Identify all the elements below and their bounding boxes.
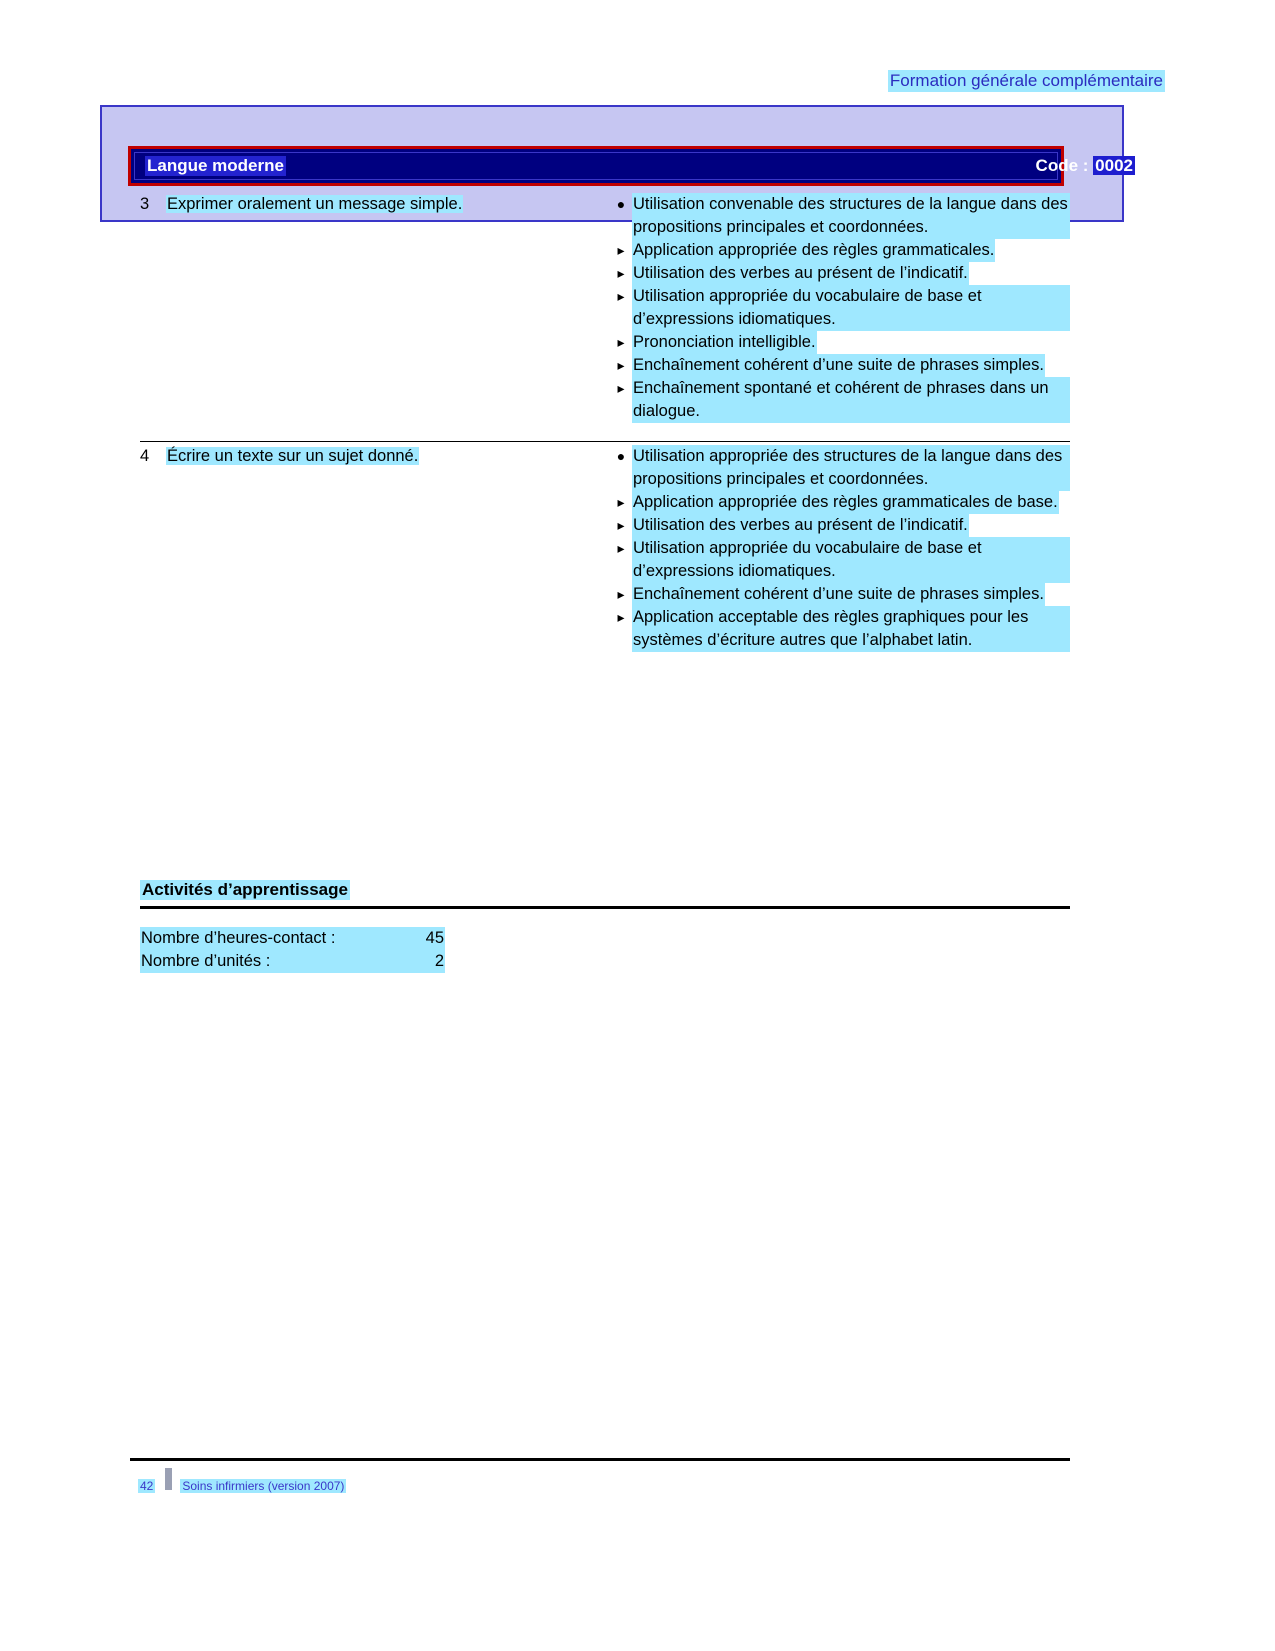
- criterion-text: Utilisation convenable des structures de la langue dans des propositions principales et coordonnées.: [632, 193, 1070, 239]
- list-item: [140, 927, 445, 950]
- bullet-icon: ▸: [617, 517, 625, 533]
- bullet-icon: ▸: [617, 265, 625, 281]
- bullet-icon: ▸: [617, 540, 625, 556]
- bullet-icon: ▸: [617, 494, 625, 510]
- bullet-icon: ●: [616, 196, 626, 212]
- criterion-text: Application appropriée des règles grammaticales.: [632, 239, 995, 262]
- bullet-icon: ▸: [617, 586, 625, 602]
- list-item: [610, 445, 1070, 491]
- list-item: [610, 262, 1070, 285]
- list-item: [610, 354, 1070, 377]
- page-header-note: Formation générale complémentaire: [889, 71, 1163, 90]
- competency-number: 3: [140, 195, 150, 213]
- criterion-text: Utilisation appropriée du vocabulaire de base et d’expressions idiomatiques.: [632, 537, 1070, 583]
- table-row: [140, 190, 1070, 423]
- list-item: [610, 514, 1070, 537]
- list-item: [610, 331, 1070, 354]
- competency-text: Écrire un texte sur un sujet donné.: [167, 447, 419, 465]
- competency-statement-cell: [140, 445, 610, 468]
- bullet-icon: ▸: [617, 380, 625, 396]
- list-item: [610, 606, 1070, 652]
- section-divider: [140, 906, 1070, 909]
- criterion-text: Enchaînement cohérent d’une suite de phrases simples.: [632, 354, 1045, 377]
- list-item: [610, 583, 1070, 606]
- course-code-value: 0002: [1095, 156, 1133, 175]
- bullet-icon: ▸: [617, 242, 625, 258]
- competency-criteria-cell: [610, 445, 1070, 652]
- competency-table: [140, 190, 1070, 652]
- criterion-text: Utilisation appropriée du vocabulaire de base et d’expressions idiomatiques.: [632, 285, 1070, 331]
- bullet-icon: ●: [616, 448, 626, 464]
- activity-label: Nombre d’unités :: [140, 950, 393, 973]
- activities-list: [140, 927, 1070, 973]
- course-code-label: Code :: [1035, 156, 1089, 175]
- list-item: [610, 537, 1070, 583]
- footer-text: Soins infirmiers (version 2007): [182, 1479, 345, 1493]
- course-code: [1036, 156, 1135, 176]
- competency-criteria-cell: [610, 193, 1070, 423]
- page-number: 42: [140, 1479, 154, 1493]
- course-title: Langue moderne: [147, 156, 284, 175]
- list-item: [610, 239, 1070, 262]
- criterion-text: Application appropriée des règles grammaticales de base.: [632, 491, 1059, 514]
- bullet-icon: ▸: [617, 609, 625, 625]
- criterion-text: Enchaînement cohérent d’une suite de phrases simples.: [632, 583, 1045, 606]
- list-item: [610, 491, 1070, 514]
- competency-number: 4: [140, 447, 150, 465]
- criterion-text: Application acceptable des règles graphiques pour les systèmes d’écriture autres que l’alphabet latin.: [632, 606, 1070, 652]
- list-item: [610, 285, 1070, 331]
- competency-statement-cell: [140, 193, 610, 216]
- criterion-text: Utilisation appropriée des structures de la langue dans des propositions principales et coordonnées.: [632, 445, 1070, 491]
- criterion-text: Utilisation des verbes au présent de l’indicatif.: [632, 262, 969, 285]
- section-heading: Activités d’apprentissage: [142, 880, 348, 899]
- footer-mark-icon: [165, 1468, 172, 1490]
- bullet-icon: ▸: [617, 357, 625, 373]
- criterion-text: Prononciation intelligible.: [632, 331, 817, 354]
- criterion-text: Enchaînement spontané et cohérent de phrases dans un dialogue.: [632, 377, 1070, 423]
- bullet-icon: ▸: [617, 288, 625, 304]
- activity-value: 2: [393, 950, 445, 973]
- footer-divider: [130, 1458, 1070, 1461]
- page-footer: [138, 1468, 346, 1493]
- competency-text: Exprimer oralement un message simple.: [167, 195, 463, 213]
- table-row: [140, 442, 1070, 652]
- list-item: [610, 377, 1070, 423]
- list-item: [610, 193, 1070, 239]
- list-item: [140, 950, 445, 973]
- activity-label: Nombre d’heures-contact :: [140, 927, 393, 950]
- activities-section: [140, 880, 1070, 973]
- activity-value: 45: [393, 927, 445, 950]
- criterion-text: Utilisation des verbes au présent de l’indicatif.: [632, 514, 969, 537]
- bullet-icon: ▸: [617, 334, 625, 350]
